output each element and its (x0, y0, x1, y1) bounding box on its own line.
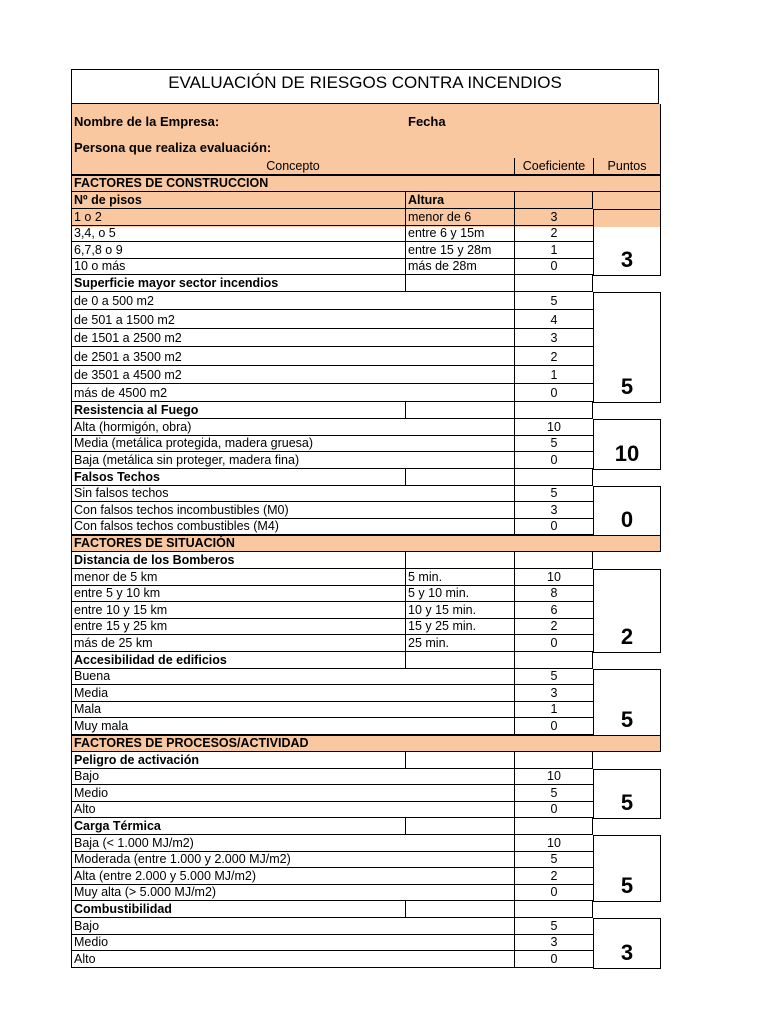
coeficiente-cell: 2 (514, 347, 593, 365)
group-title-row (71, 275, 661, 292)
group-subtitle (405, 469, 514, 486)
fecha-label: Fecha (408, 114, 446, 129)
table-row (71, 329, 661, 347)
table-row (71, 868, 661, 885)
concepto-cell: Medio (71, 785, 514, 802)
puntos-value: 5 (593, 835, 661, 902)
concepto-cell: Alta (entre 2.000 y 5.000 MJ/m2) (71, 868, 514, 885)
coeficiente-cell: 8 (514, 586, 593, 603)
group-title: Nº de pisos (71, 192, 405, 209)
coeficiente-cell: 2 (514, 868, 593, 885)
table-row (71, 935, 661, 952)
puntos-value: 5 (593, 769, 661, 820)
section-header-row (71, 175, 661, 192)
coeficiente-cell: 5 (514, 486, 593, 503)
concepto-cell: Alto (71, 802, 514, 819)
concepto-cell: más de 4500 m2 (71, 384, 514, 402)
concepto-cell: entre 10 y 15 km (71, 602, 405, 619)
coeficiente-cell: 1 (514, 702, 593, 719)
coeficiente-cell: 10 (514, 419, 593, 436)
concepto-cell: de 2501 a 3500 m2 (71, 347, 514, 365)
group-title: Falsos Techos (71, 469, 405, 486)
coeficiente-cell: 0 (514, 384, 593, 402)
coeficiente-cell: 0 (514, 452, 593, 469)
detail-cell: 15 y 25 min. (405, 619, 514, 636)
puntos-value: 3 (593, 918, 661, 969)
puntos-value: 5 (593, 669, 661, 736)
concepto-cell: menor de 5 km (71, 569, 405, 586)
concepto-cell: Muy mala (71, 718, 514, 735)
group-subtitle (405, 818, 514, 835)
group-coef-blank (514, 192, 593, 209)
coeficiente-cell: 5 (514, 292, 593, 310)
concepto-cell: Baja (metálica sin proteger, madera fina) (71, 452, 514, 469)
table-row (71, 486, 661, 503)
coeficiente-cell: 5 (514, 785, 593, 802)
table-row (71, 835, 661, 852)
section-header-row (71, 535, 661, 552)
coeficiente-cell: 0 (514, 259, 593, 276)
group-coef-blank (514, 552, 593, 569)
puntos-value: 0 (593, 486, 661, 537)
coeficiente-cell: 1 (514, 366, 593, 384)
group-title: Accesibilidad de edificios (71, 652, 405, 669)
concepto-cell: Alta (hormigón, obra) (71, 419, 514, 436)
group-subtitle (405, 752, 514, 769)
coeficiente-cell: 0 (514, 885, 593, 902)
group-title-row (71, 652, 661, 669)
coeficiente-cell: 5 (514, 852, 593, 869)
group-title: Distancia de los Bomberos (71, 552, 405, 569)
coeficiente-cell: 3 (514, 209, 593, 226)
group-title-row (71, 818, 661, 835)
group-coef-blank (514, 818, 593, 835)
table-row (71, 436, 661, 453)
table-row (71, 718, 661, 735)
coeficiente-cell: 2 (514, 619, 593, 636)
concepto-cell: Medio (71, 935, 514, 952)
detail-cell: menor de 6 (405, 209, 514, 226)
puntos-value: 10 (593, 419, 661, 470)
concepto-cell: Alto (71, 951, 514, 968)
concepto-cell: Muy alta (> 5.000 MJ/m2) (71, 885, 514, 902)
coeficiente-cell: 0 (514, 635, 593, 652)
coeficiente-cell: 0 (514, 519, 593, 536)
concepto-cell: de 1501 a 2500 m2 (71, 329, 514, 347)
detail-cell: 5 y 10 min. (405, 586, 514, 603)
group-title: Peligro de activación (71, 752, 405, 769)
coeficiente-cell: 5 (514, 669, 593, 686)
table-row (71, 885, 661, 902)
detail-cell: entre 6 y 15m (405, 226, 514, 243)
table-row (71, 918, 661, 935)
concepto-cell: de 0 a 500 m2 (71, 292, 514, 310)
group-title-row (71, 901, 661, 918)
table-row (71, 602, 661, 619)
group-coef-blank (514, 275, 593, 292)
concepto-cell: 1 o 2 (71, 209, 405, 226)
concepto-cell: 10 o más (71, 259, 405, 276)
column-header-row (71, 158, 661, 175)
section-title: FACTORES DE CONSTRUCCION (71, 175, 661, 192)
coeficiente-cell: 10 (514, 769, 593, 786)
coeficiente-cell: 3 (514, 935, 593, 952)
concepto-cell: Bajo (71, 769, 514, 786)
coeficiente-cell: 10 (514, 569, 593, 586)
puntos-header: Puntos (593, 158, 661, 175)
coeficiente-cell: 10 (514, 835, 593, 852)
table-row (71, 635, 661, 652)
group-coef-blank (514, 469, 593, 486)
coeficiente-cell: 1 (514, 242, 593, 259)
evaluation-sheet (71, 69, 661, 966)
concepto-header: Concepto (71, 158, 514, 175)
table-row (71, 259, 661, 276)
group-coef-blank (514, 752, 593, 769)
group-title-row (71, 192, 661, 209)
coeficiente-cell: 3 (514, 502, 593, 519)
concepto-cell: Moderada (entre 1.000 y 2.000 MJ/m2) (71, 852, 514, 869)
coeficiente-cell: 2 (514, 226, 593, 243)
group-subtitle (405, 901, 514, 918)
concepto-cell: Media (71, 685, 514, 702)
group-title: Combustibilidad (71, 901, 405, 918)
table-row (71, 502, 661, 519)
group-title-row (71, 752, 661, 769)
coeficiente-header: Coeficiente (514, 158, 593, 175)
puntos-value: 2 (593, 569, 661, 653)
table-row (71, 519, 661, 536)
group-title-row (71, 552, 661, 569)
group-subtitle: Altura (405, 192, 514, 209)
concepto-cell: 3,4, o 5 (71, 226, 405, 243)
group-subtitle (405, 402, 514, 419)
concepto-cell: Baja (< 1.000 MJ/m2) (71, 835, 514, 852)
coeficiente-cell: 0 (514, 802, 593, 819)
empresa-label: Nombre de la Empresa: (74, 114, 220, 129)
table-row (71, 769, 661, 786)
table-row (71, 685, 661, 702)
concepto-cell: Con falsos techos incombustibles (M0) (71, 502, 514, 519)
coeficiente-cell: 4 (514, 310, 593, 328)
concepto-cell: Bajo (71, 918, 514, 935)
coeficiente-cell: 6 (514, 602, 593, 619)
detail-cell: 10 y 15 min. (405, 602, 514, 619)
detail-cell: entre 15 y 28m (405, 242, 514, 259)
group-subtitle (405, 275, 514, 292)
table-row (71, 242, 661, 259)
concepto-cell: 6,7,8 o 9 (71, 242, 405, 259)
group-title: Carga Térmica (71, 818, 405, 835)
concepto-cell: más de 25 km (71, 635, 405, 652)
table-row (71, 366, 661, 384)
coeficiente-cell: 0 (514, 718, 593, 735)
coeficiente-cell: 3 (514, 685, 593, 702)
group-title-row (71, 469, 661, 486)
coeficiente-cell: 5 (514, 918, 593, 935)
concepto-cell: entre 15 y 25 km (71, 619, 405, 636)
table-row (71, 452, 661, 469)
table-row (71, 384, 661, 402)
section-title: FACTORES DE SITUACIÓN (71, 535, 661, 552)
coeficiente-cell: 0 (514, 951, 593, 968)
table-row (71, 586, 661, 603)
section-title: FACTORES DE PROCESOS/ACTIVIDAD (71, 735, 661, 752)
table-row (71, 226, 661, 243)
group-coef-blank (514, 652, 593, 669)
table-row (71, 347, 661, 365)
coeficiente-cell: 5 (514, 436, 593, 453)
table-row (71, 802, 661, 819)
group-coef-blank (514, 901, 593, 918)
puntos-value: 5 (593, 292, 661, 403)
table-row (71, 785, 661, 802)
detail-cell: 5 min. (405, 569, 514, 586)
detail-cell: más de 28m (405, 259, 514, 276)
detail-cell: 25 min. (405, 635, 514, 652)
concepto-cell: Media (metálica protegida, madera gruesa) (71, 436, 514, 453)
group-title: Superficie mayor sector incendios (71, 275, 405, 292)
group-coef-blank (514, 402, 593, 419)
table-row (71, 951, 661, 968)
puntos-value: 3 (593, 209, 661, 276)
table-row (71, 569, 661, 586)
group-title: Resistencia al Fuego (71, 402, 405, 419)
table-row (71, 292, 661, 310)
table-row (71, 209, 661, 226)
group-subtitle (405, 652, 514, 669)
group-title-row (71, 402, 661, 419)
table-row (71, 310, 661, 328)
table-row (71, 669, 661, 686)
coeficiente-cell: 3 (514, 329, 593, 347)
concepto-cell: Buena (71, 669, 514, 686)
persona-label: Persona que realiza evaluación: (74, 140, 272, 155)
concepto-cell: entre 5 y 10 km (71, 586, 405, 603)
concepto-cell: Sin falsos techos (71, 486, 514, 503)
section-header-row (71, 735, 661, 752)
concepto-cell: Mala (71, 702, 514, 719)
group-subtitle (405, 552, 514, 569)
table-row (71, 419, 661, 436)
concepto-cell: de 501 a 1500 m2 (71, 310, 514, 328)
concepto-cell: Con falsos techos combustibles (M4) (71, 519, 514, 536)
concepto-cell: de 3501 a 4500 m2 (71, 366, 514, 384)
table-row (71, 852, 661, 869)
sheet-title: EVALUACIÓN DE RIESGOS CONTRA INCENDIOS (71, 69, 659, 104)
table-row (71, 619, 661, 636)
table-row (71, 702, 661, 719)
